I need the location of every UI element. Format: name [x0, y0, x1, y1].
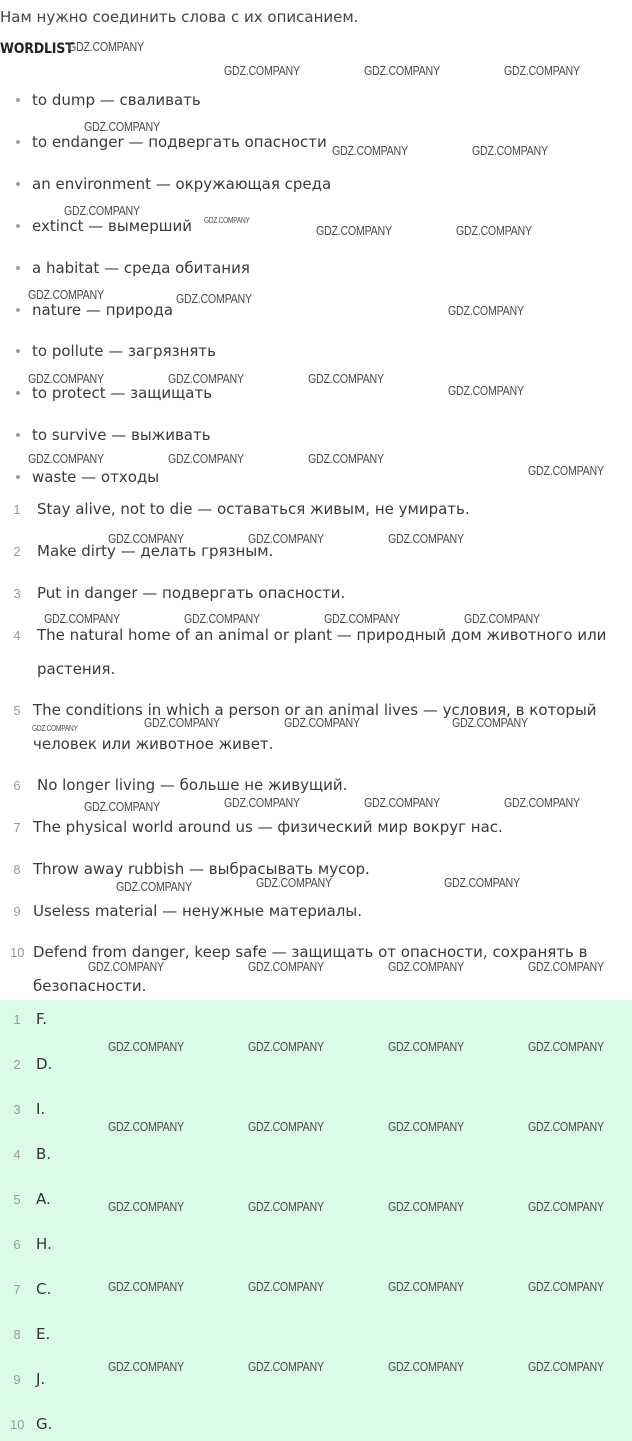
watermark: GDZ.COMPANY: [108, 1119, 184, 1134]
watermark: GDZ.COMPANY: [284, 715, 360, 730]
watermark: GDZ.COMPANY: [528, 1279, 604, 1294]
answer-row: 7 C.: [13, 1280, 52, 1298]
watermark: GDZ.COMPANY: [472, 143, 548, 158]
watermark: GDZ.COMPANY: [388, 1279, 464, 1294]
watermark: GDZ.COMPANY: [176, 291, 252, 306]
watermark: GDZ.COMPANY: [452, 715, 528, 730]
watermark: GDZ.COMPANY: [168, 451, 244, 466]
watermark: GDZ.COMPANY: [248, 1359, 324, 1374]
watermark: GDZ.COMPANY: [108, 1279, 184, 1294]
watermark: GDZ.COMPANY: [248, 1039, 324, 1054]
watermark: GDZ.COMPANY: [256, 875, 332, 890]
watermark: GDZ.COMPANY: [364, 63, 440, 78]
watermark: GDZ.COMPANY: [168, 371, 244, 386]
bullet-icon: [16, 433, 20, 437]
answer-row: 6 H.: [13, 1235, 52, 1253]
watermark: GDZ.COMPANY: [248, 959, 324, 974]
bullet-icon: [16, 140, 20, 144]
watermark: GDZ.COMPANY: [464, 611, 540, 626]
watermark: GDZ.COMPANY: [248, 531, 324, 546]
watermark: GDZ.COMPANY: [448, 383, 524, 398]
answer-row: 8 E.: [13, 1325, 51, 1343]
watermark: GDZ.COMPANY: [388, 1199, 464, 1214]
wordlist-item: to protect — защищать: [16, 384, 212, 402]
watermark: GDZ.COMPANY: [528, 959, 604, 974]
bullet-icon: [16, 308, 20, 312]
answer-row: 4 B.: [13, 1145, 52, 1163]
watermark: GDZ.COMPANY: [84, 119, 160, 134]
watermark: GDZ.COMPANY: [184, 611, 260, 626]
bullet-icon: [16, 266, 20, 270]
watermark: GDZ.COMPANY: [108, 1039, 184, 1054]
watermark: GDZ.COMPANY: [248, 1119, 324, 1134]
watermark: GDZ.COMPANY: [28, 287, 104, 302]
watermark: GDZ.COMPANY: [364, 795, 440, 810]
watermark: GDZ.COMPANY: [388, 1039, 464, 1054]
watermark: GDZ.COMPANY: [248, 1279, 324, 1294]
wordlist-item: to survive — выживать: [16, 426, 211, 444]
watermark: GDZ.COMPANY: [32, 724, 78, 733]
watermark: GDZ.COMPANY: [44, 611, 120, 626]
wordlist-item: to pollute — загрязнять: [16, 342, 216, 360]
answer-row: 9 J.: [13, 1370, 46, 1388]
watermark: GDZ.COMPANY: [308, 371, 384, 386]
wordlist-item: waste — отходы: [16, 468, 159, 486]
watermark: GDZ.COMPANY: [84, 799, 160, 814]
intro-text: Нам нужно соединить слова с их описанием.: [0, 8, 359, 26]
bullet-icon: [16, 349, 20, 353]
wordlist-title: WORDLIST: [0, 41, 74, 57]
answer-row: 3 I.: [13, 1100, 46, 1118]
answers-panel: [0, 1000, 632, 1441]
watermark: GDZ.COMPANY: [248, 1199, 324, 1214]
watermark: GDZ.COMPANY: [332, 143, 408, 158]
watermark: GDZ.COMPANY: [224, 795, 300, 810]
watermark: GDZ.COMPANY: [108, 531, 184, 546]
watermark: GDZ.COMPANY: [388, 959, 464, 974]
watermark: GDZ.COMPANY: [28, 371, 104, 386]
watermark: GDZ.COMPANY: [388, 1119, 464, 1134]
wordlist-item: extinct — вымерший: [16, 217, 192, 235]
watermark: GDZ.COMPANY: [204, 216, 250, 225]
bullet-icon: [16, 475, 20, 479]
watermark: GDZ.COMPANY: [448, 303, 524, 318]
watermark: GDZ.COMPANY: [388, 531, 464, 546]
wordlist-item: a habitat — среда обитания: [16, 259, 250, 277]
watermark: GDZ.COMPANY: [444, 875, 520, 890]
wordlist-item: nature — природа: [16, 301, 173, 319]
watermark: GDZ.COMPANY: [308, 451, 384, 466]
watermark: GDZ.COMPANY: [504, 795, 580, 810]
watermark: GDZ.COMPANY: [224, 63, 300, 78]
answer-row: 1 F.: [13, 1010, 47, 1028]
wordlist-item: to endanger — подвергать опасности: [16, 133, 327, 151]
watermark: GDZ.COMPANY: [528, 1199, 604, 1214]
bullet-icon: [16, 391, 20, 395]
watermark: GDZ.COMPANY: [108, 1199, 184, 1214]
watermark: GDZ.COMPANY: [116, 879, 192, 894]
answer-row: 10 G.: [10, 1415, 53, 1433]
answer-row: 2 D.: [13, 1055, 53, 1073]
watermark: GDZ.COMPANY: [528, 1359, 604, 1374]
watermark: GDZ.COMPANY: [388, 1359, 464, 1374]
watermark: GDZ.COMPANY: [316, 223, 392, 238]
watermark: GDZ.COMPANY: [528, 463, 604, 478]
watermark: GDZ.COMPANY: [28, 451, 104, 466]
bullet-icon: [16, 182, 20, 186]
watermark: GDZ.COMPANY: [528, 1119, 604, 1134]
watermark: GDZ.COMPANY: [528, 1039, 604, 1054]
watermark: GDZ.COMPANY: [68, 39, 144, 54]
bullet-icon: [16, 98, 20, 102]
answer-row: 5 A.: [13, 1190, 51, 1208]
watermark: GDZ.COMPANY: [108, 1359, 184, 1374]
watermark: GDZ.COMPANY: [64, 203, 140, 218]
watermark: GDZ.COMPANY: [504, 63, 580, 78]
watermark: GDZ.COMPANY: [324, 611, 400, 626]
watermark: GDZ.COMPANY: [456, 223, 532, 238]
watermark: GDZ.COMPANY: [144, 715, 220, 730]
watermark: GDZ.COMPANY: [88, 959, 164, 974]
wordlist-item: to dump — сваливать: [16, 91, 201, 109]
wordlist-item: an environment — окружающая среда: [16, 175, 331, 193]
bullet-icon: [16, 224, 20, 228]
